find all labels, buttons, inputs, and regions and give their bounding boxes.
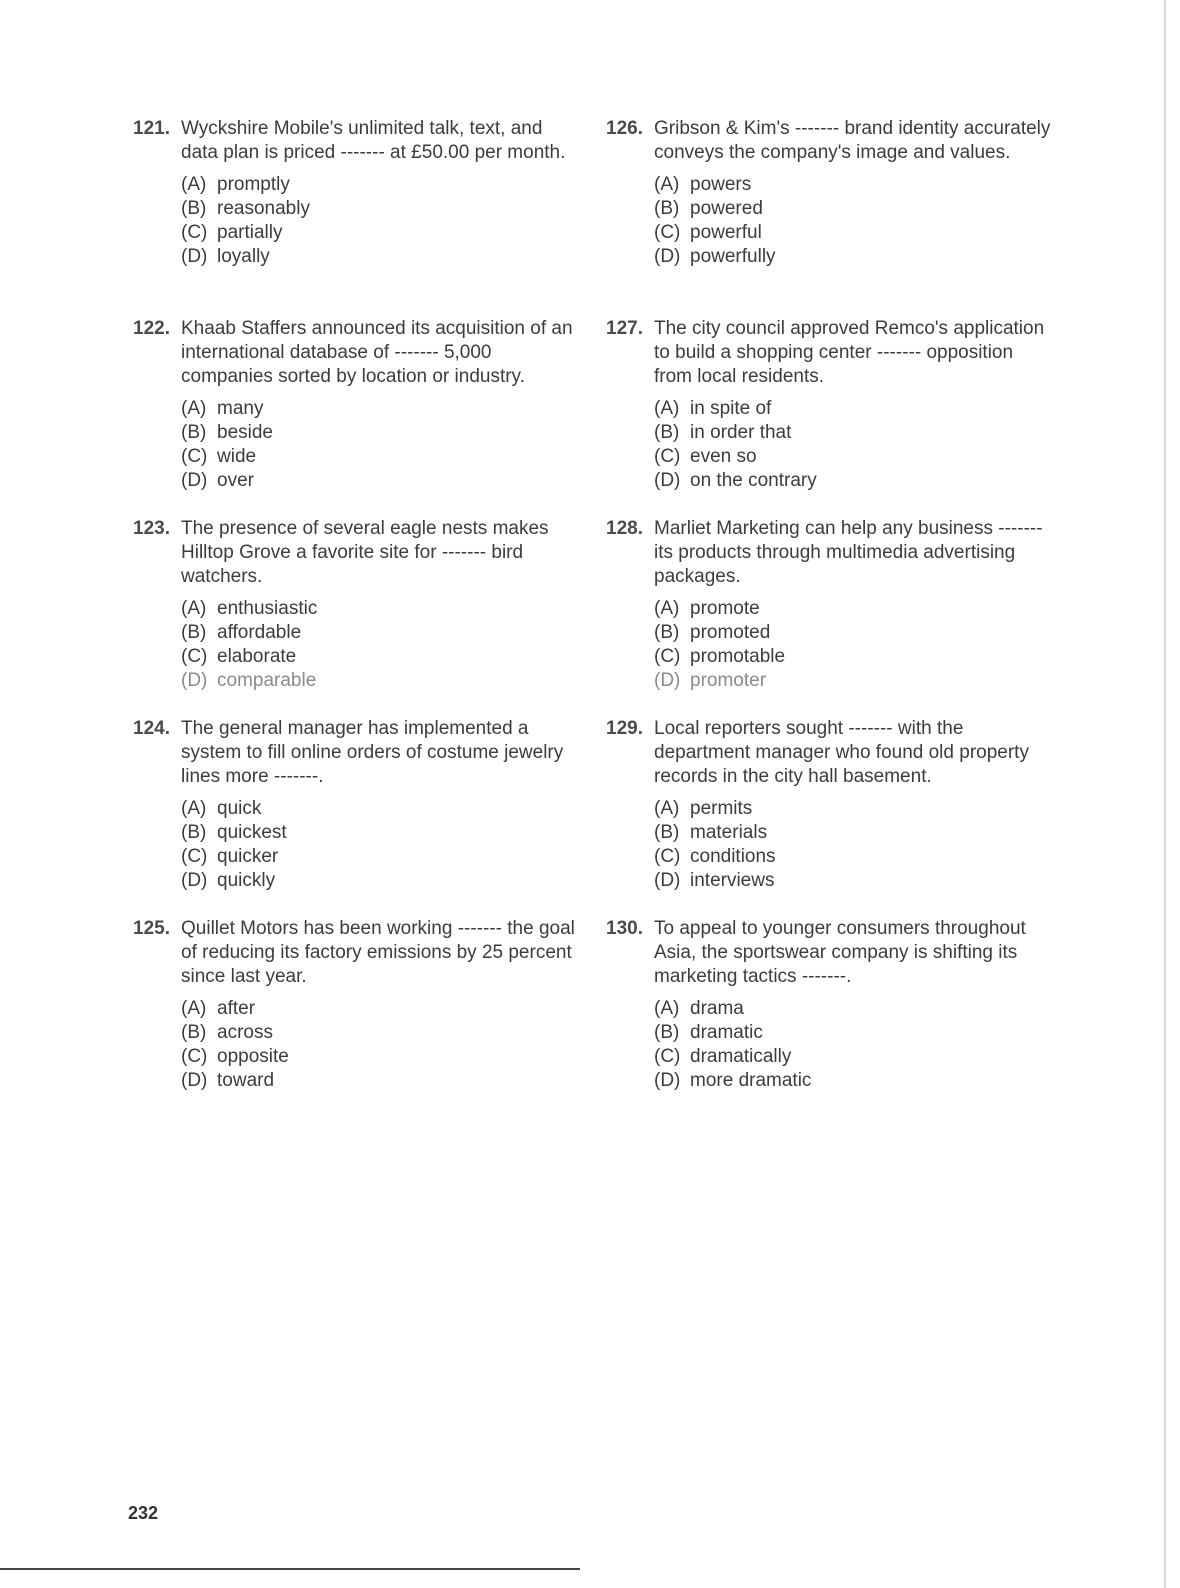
option-letter: (D) — [654, 670, 681, 691]
answer-option-c[interactable] — [181, 645, 581, 669]
option-letter: (C) — [181, 222, 208, 243]
option-text: powerful — [690, 222, 762, 243]
option-text: promoter — [690, 670, 767, 691]
question-number: 121. — [133, 118, 170, 139]
question-stem: Local reporters sought ------- with the department manager who found old property records in the city hall basement. — [654, 718, 1029, 787]
option-letter: (A) — [654, 174, 680, 195]
option-letter: (D) — [181, 246, 208, 267]
option-letter: (A) — [181, 398, 207, 419]
option-letter: (C) — [654, 846, 681, 867]
option-text: quick — [217, 798, 262, 819]
answer-option-d[interactable] — [654, 869, 1054, 893]
option-text: drama — [690, 998, 744, 1019]
option-letter: (B) — [654, 622, 680, 643]
option-text: reasonably — [217, 198, 310, 219]
option-letter: (D) — [181, 870, 208, 891]
answer-options — [181, 997, 581, 1093]
option-text: opposite — [217, 1046, 289, 1067]
question-body — [654, 117, 1054, 269]
answer-option-d[interactable] — [654, 469, 1054, 493]
question-123 — [133, 517, 553, 717]
option-text: promotable — [690, 646, 786, 667]
answer-option-a[interactable] — [181, 597, 581, 621]
question-body — [181, 917, 581, 1093]
option-text: even so — [690, 446, 757, 467]
option-text: dramatically — [690, 1046, 792, 1067]
option-letter: (C) — [654, 446, 681, 467]
option-letter: (A) — [654, 998, 680, 1019]
option-text: quickest — [217, 822, 287, 843]
question-stem: The city council approved Remco's application to build a shopping center ------- opposition from local residents. — [654, 318, 1045, 387]
question-number: 127. — [606, 318, 643, 339]
question-number: 129. — [606, 718, 643, 739]
left-question-column — [133, 117, 575, 1117]
option-text: more dramatic — [690, 1070, 812, 1091]
option-text: loyally — [217, 246, 270, 267]
option-text: comparable — [217, 670, 317, 691]
option-text: many — [217, 398, 264, 419]
question-body — [654, 717, 1054, 893]
page-number: 232 — [128, 1503, 159, 1523]
option-letter: (D) — [654, 870, 681, 891]
answer-options — [181, 397, 581, 493]
answer-option-d[interactable] — [654, 245, 1054, 269]
question-126 — [606, 117, 1051, 317]
answer-option-d[interactable] — [181, 869, 581, 893]
page-edge-line — [1164, 0, 1166, 1588]
question-body — [181, 517, 581, 693]
option-text: dramatic — [690, 1022, 763, 1043]
option-text: partially — [217, 222, 283, 243]
option-text: wide — [217, 446, 257, 467]
answer-options — [654, 997, 1054, 1093]
option-text: in order that — [690, 422, 792, 443]
answer-option-a[interactable] — [181, 797, 581, 821]
option-text: affordable — [217, 622, 302, 643]
question-129 — [606, 717, 1029, 917]
question-body — [181, 117, 581, 269]
answer-options — [181, 597, 581, 693]
question-number: 126. — [606, 118, 643, 139]
answer-option-b[interactable] — [654, 1021, 1054, 1045]
option-letter: (A) — [654, 598, 680, 619]
question-130 — [606, 917, 1026, 1117]
question-stem: Gribson & Kim's ------- brand identity accurately conveys the company's image and values. — [654, 118, 1051, 163]
question-122 — [133, 317, 573, 517]
option-text: elaborate — [217, 646, 297, 667]
answer-options — [181, 797, 581, 893]
answer-option-c[interactable] — [654, 445, 1054, 469]
answer-options — [654, 173, 1054, 269]
option-text: powerfully — [690, 246, 776, 267]
question-body — [181, 717, 581, 893]
question-stem: To appeal to younger consumers throughout Asia, the sportswear company is shifting its marketing tactics -------. — [654, 918, 1026, 987]
question-128 — [606, 517, 1043, 717]
question-number: 123. — [133, 518, 170, 539]
answer-option-c[interactable] — [654, 845, 1054, 869]
question-stem: Marliet Marketing can help any business ------- its products through multimedia advertising packages. — [654, 518, 1043, 587]
answer-option-b[interactable] — [654, 821, 1054, 845]
answer-option-a[interactable] — [654, 797, 1054, 821]
option-letter: (D) — [654, 1070, 681, 1091]
answer-option-a[interactable] — [654, 173, 1054, 197]
option-text: promote — [690, 598, 760, 619]
option-letter: (D) — [654, 246, 681, 267]
answer-option-b[interactable] — [181, 1021, 581, 1045]
answer-option-c[interactable] — [181, 1045, 581, 1069]
option-letter: (B) — [654, 1022, 680, 1043]
answer-option-d[interactable] — [181, 669, 581, 693]
answer-option-c[interactable] — [181, 845, 581, 869]
answer-option-b[interactable] — [181, 421, 581, 445]
answer-option-a[interactable] — [654, 597, 1054, 621]
question-body — [654, 317, 1054, 493]
option-letter: (A) — [654, 798, 680, 819]
option-text: quickly — [217, 870, 276, 891]
question-124 — [133, 717, 564, 917]
option-letter: (A) — [181, 174, 207, 195]
answer-option-c[interactable] — [654, 1045, 1054, 1069]
option-letter: (C) — [181, 646, 208, 667]
option-letter: (A) — [181, 598, 207, 619]
answer-option-a[interactable] — [181, 997, 581, 1021]
answer-option-b[interactable] — [181, 197, 581, 221]
answer-option-a[interactable] — [181, 173, 581, 197]
answer-option-b[interactable] — [654, 197, 1054, 221]
option-text: enthusiastic — [217, 598, 318, 619]
option-letter: (B) — [181, 822, 207, 843]
option-letter: (D) — [181, 1070, 208, 1091]
question-number: 130. — [606, 918, 643, 939]
question-number: 125. — [133, 918, 170, 939]
option-text: across — [217, 1022, 273, 1043]
option-letter: (B) — [181, 1022, 207, 1043]
question-number: 128. — [606, 518, 643, 539]
option-letter: (B) — [654, 822, 680, 843]
question-stem: Khaab Staffers announced its acquisition of an international database of ------- 5,000 companies sorted by location or industry. — [181, 318, 573, 387]
option-letter: (C) — [654, 222, 681, 243]
question-125 — [133, 917, 575, 1117]
option-letter: (B) — [654, 422, 680, 443]
option-text: toward — [217, 1070, 275, 1091]
answer-options — [181, 173, 581, 269]
answer-option-d[interactable] — [181, 245, 581, 269]
option-text: conditions — [690, 846, 776, 867]
option-letter: (A) — [181, 998, 207, 1019]
question-stem: Quillet Motors has been working ------- the goal of reducing its factory emissions by 25 percent since last year. — [181, 918, 575, 987]
option-text: materials — [690, 822, 768, 843]
option-text: in spite of — [690, 398, 772, 419]
answer-option-d[interactable] — [654, 1069, 1054, 1093]
answer-option-b[interactable] — [654, 621, 1054, 645]
answer-option-a[interactable] — [181, 397, 581, 421]
answer-option-c[interactable] — [654, 221, 1054, 245]
option-letter: (C) — [654, 646, 681, 667]
question-body — [654, 917, 1054, 1093]
question-body — [654, 517, 1054, 693]
answer-option-a[interactable] — [654, 997, 1054, 1021]
question-stem: The general manager has implemented a system to fill online orders of costume jewelry lines more -------. — [181, 718, 564, 787]
option-text: over — [217, 470, 254, 491]
answer-option-b[interactable] — [654, 421, 1054, 445]
option-letter: (C) — [181, 446, 208, 467]
answer-option-b[interactable] — [181, 821, 581, 845]
option-letter: (B) — [181, 422, 207, 443]
option-letter: (D) — [654, 470, 681, 491]
option-letter: (C) — [181, 846, 208, 867]
option-text: powered — [690, 198, 763, 219]
answer-options — [654, 397, 1054, 493]
answer-options — [654, 797, 1054, 893]
option-text: promptly — [217, 174, 290, 195]
option-letter: (D) — [181, 470, 208, 491]
answer-option-a[interactable] — [654, 397, 1054, 421]
option-text: after — [217, 998, 256, 1019]
option-letter: (C) — [654, 1046, 681, 1067]
answer-options — [654, 597, 1054, 693]
option-text: on the contrary — [690, 470, 817, 491]
option-letter: (A) — [654, 398, 680, 419]
bottom-rule — [0, 1568, 580, 1570]
option-letter: (C) — [181, 1046, 208, 1067]
option-text: interviews — [690, 870, 775, 891]
option-letter: (A) — [181, 798, 207, 819]
answer-option-c[interactable] — [181, 445, 581, 469]
question-body — [181, 317, 581, 493]
question-121 — [133, 117, 566, 317]
option-letter: (B) — [181, 622, 207, 643]
answer-option-d[interactable] — [181, 469, 581, 493]
option-text: powers — [690, 174, 752, 195]
option-text: beside — [217, 422, 273, 443]
option-letter: (B) — [654, 198, 680, 219]
question-stem: The presence of several eagle nests makes Hilltop Grove a favorite site for ------- bird watchers. — [181, 518, 549, 587]
answer-option-b[interactable] — [181, 621, 581, 645]
answer-option-c[interactable] — [654, 645, 1054, 669]
right-question-column — [606, 117, 1051, 1117]
question-127 — [606, 317, 1045, 517]
question-number: 124. — [133, 718, 170, 739]
answer-option-d[interactable] — [181, 1069, 581, 1093]
question-stem: Wyckshire Mobile's unlimited talk, text, and data plan is priced ------- at £50.00 per month. — [181, 118, 566, 163]
option-letter: (D) — [181, 670, 208, 691]
question-number: 122. — [133, 318, 170, 339]
option-letter: (B) — [181, 198, 207, 219]
answer-option-d[interactable] — [654, 669, 1054, 693]
answer-option-c[interactable] — [181, 221, 581, 245]
option-text: permits — [690, 798, 753, 819]
option-text: quicker — [217, 846, 279, 867]
option-text: promoted — [690, 622, 771, 643]
